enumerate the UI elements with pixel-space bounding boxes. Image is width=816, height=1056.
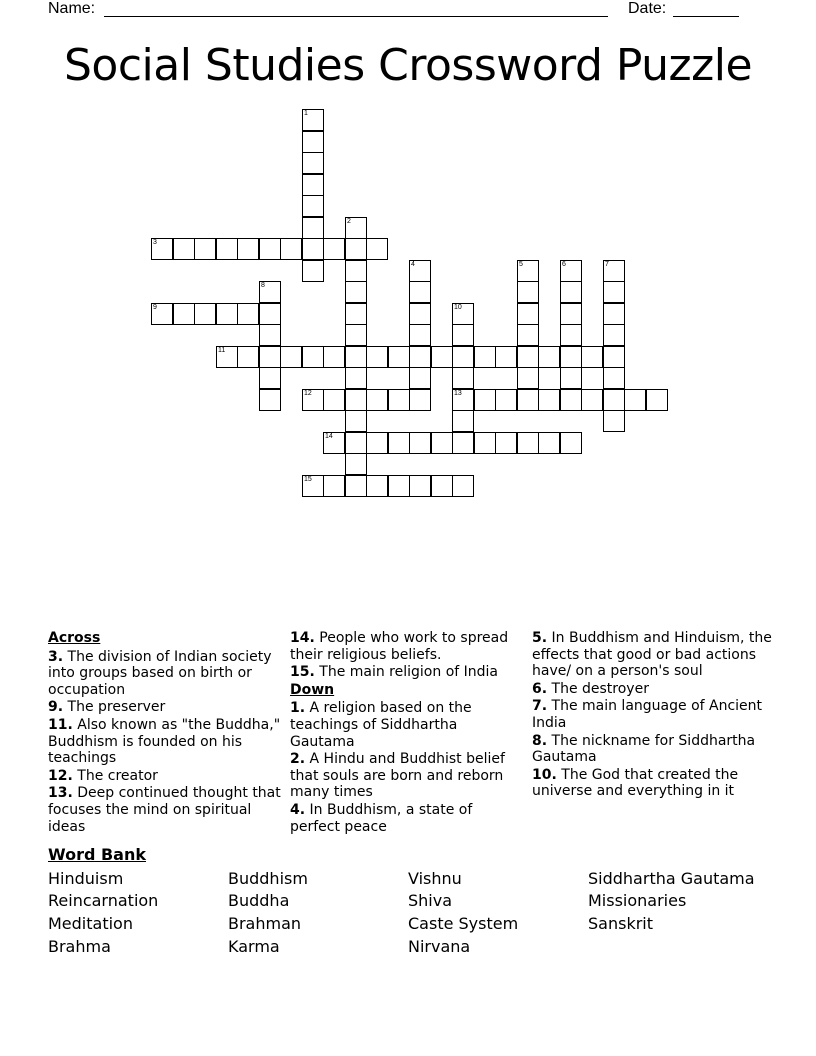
word-bank-item: Buddhism <box>228 869 308 888</box>
grid-cell[interactable] <box>495 346 517 368</box>
grid-cell[interactable] <box>323 346 345 368</box>
grid-cell[interactable] <box>517 346 539 368</box>
grid-cell[interactable] <box>603 324 625 346</box>
grid-cell[interactable] <box>495 432 517 454</box>
grid-cell[interactable] <box>452 389 474 411</box>
grid-cell[interactable] <box>560 303 582 325</box>
cell-number: 2 <box>347 218 351 225</box>
word-bank-item: Brahma <box>48 937 111 956</box>
page-title: Social Studies Crossword Puzzle <box>63 40 753 91</box>
clue-down-8: 8. The nickname for Siddhartha Gautama <box>532 732 756 766</box>
grid-cell[interactable] <box>560 281 582 303</box>
grid-cell[interactable] <box>345 260 367 282</box>
grid-cell[interactable] <box>452 367 474 389</box>
grid-cell[interactable] <box>409 475 431 497</box>
grid-cell[interactable] <box>173 303 195 325</box>
word-bank-item: Meditation <box>48 914 133 933</box>
grid-cell[interactable] <box>302 174 324 196</box>
grid-cell[interactable] <box>345 453 367 475</box>
cell-number: 14 <box>325 433 333 440</box>
grid-cell[interactable] <box>409 281 431 303</box>
grid-cell[interactable] <box>452 432 474 454</box>
grid-cell[interactable] <box>302 217 324 239</box>
grid-cell[interactable] <box>560 346 582 368</box>
clue-across-9: 9. The preserver <box>48 699 166 716</box>
grid-cell[interactable] <box>409 260 431 282</box>
clue-down-5: 5. In Buddhism and Hinduism, the effects that good or bad actions have/ on a person's soul <box>532 630 772 680</box>
grid-cell[interactable] <box>194 238 216 260</box>
grid-cell[interactable] <box>388 432 410 454</box>
clue-across-11: 11. Also known as "the Buddha," Buddhism is founded on his teachings <box>48 716 281 767</box>
grid-cell[interactable] <box>259 389 281 411</box>
clue-down-4: 4. In Buddhism, a state of perfect peace <box>290 801 473 835</box>
word-bank-item: Brahman <box>228 914 302 933</box>
grid-cell[interactable] <box>323 389 345 411</box>
grid-cell[interactable] <box>216 303 238 325</box>
word-bank-item: Buddha <box>228 891 290 910</box>
clue-down-6: 6. The destroyer <box>532 680 649 697</box>
grid-cell[interactable] <box>431 346 453 368</box>
grid-cell[interactable] <box>409 432 431 454</box>
word-bank-item: Nirvana <box>408 937 471 956</box>
grid-cell[interactable] <box>302 195 324 217</box>
grid-cell[interactable] <box>302 131 324 153</box>
grid-cell[interactable] <box>366 432 388 454</box>
grid-cell[interactable] <box>345 303 367 325</box>
grid-cell[interactable] <box>538 432 560 454</box>
grid-cell[interactable] <box>409 367 431 389</box>
grid-cell[interactable] <box>345 346 367 368</box>
grid-cell[interactable] <box>474 432 496 454</box>
grid-cell[interactable] <box>302 260 324 282</box>
grid-cell[interactable] <box>560 389 582 411</box>
grid-cell[interactable] <box>409 303 431 325</box>
grid-cell[interactable] <box>151 303 173 325</box>
clues-column-3 <box>532 630 772 801</box>
grid-cell[interactable] <box>409 389 431 411</box>
name-label: Name: <box>48 0 96 17</box>
word-bank-heading: Word Bank <box>48 845 147 864</box>
cell-number: 4 <box>411 261 415 268</box>
grid-cell[interactable] <box>517 303 539 325</box>
grid-cell[interactable] <box>345 389 367 411</box>
grid-cell[interactable] <box>603 260 625 282</box>
word-bank-item: Reincarnation <box>48 891 159 910</box>
grid-cell[interactable] <box>538 389 560 411</box>
clue-across-12: 12. The creator <box>48 767 158 784</box>
clue-across-15: 15. The main religion of India <box>290 664 498 681</box>
grid-cell[interactable] <box>409 346 431 368</box>
grid-cell[interactable] <box>194 303 216 325</box>
grid-cell[interactable] <box>151 238 173 260</box>
cell-number: 5 <box>519 261 523 268</box>
grid-cell[interactable] <box>624 389 646 411</box>
grid-cell[interactable] <box>452 303 474 325</box>
word-bank-item: Karma <box>228 937 280 956</box>
grid-cell[interactable] <box>259 303 281 325</box>
cell-number: 6 <box>562 261 566 268</box>
grid-cell[interactable] <box>388 475 410 497</box>
grid-cell[interactable] <box>366 475 388 497</box>
grid-cell[interactable] <box>302 475 324 497</box>
grid-cell[interactable] <box>560 260 582 282</box>
word-bank-item: Caste System <box>408 914 519 933</box>
cell-number: 9 <box>153 304 157 311</box>
cell-number: 7 <box>605 261 609 268</box>
cell-number: 11 <box>218 347 226 354</box>
word-bank-item: Siddhartha Gautama <box>588 869 755 888</box>
grid-cell[interactable] <box>259 346 281 368</box>
clue-down-7: 7. The main language of Ancient India <box>532 698 763 731</box>
cell-number: 8 <box>261 282 265 289</box>
grid-cell[interactable] <box>302 389 324 411</box>
grid-cell[interactable] <box>259 367 281 389</box>
grid-cell[interactable] <box>259 281 281 303</box>
grid-cell[interactable] <box>603 389 625 411</box>
grid-cell[interactable] <box>581 389 603 411</box>
grid-cell[interactable] <box>452 324 474 346</box>
cell-number: 12 <box>304 390 312 397</box>
grid-cell[interactable] <box>560 324 582 346</box>
grid-cell[interactable] <box>517 260 539 282</box>
grid-cell[interactable] <box>431 475 453 497</box>
grid-cell[interactable] <box>302 152 324 174</box>
grid-cell[interactable] <box>409 324 431 346</box>
date-label: Date: <box>628 0 667 17</box>
grid-cell[interactable] <box>538 346 560 368</box>
clue-across-3: 3. The division of Indian society into groups based on birth or occupation <box>48 648 272 698</box>
grid-cell[interactable] <box>452 475 474 497</box>
grid-cell[interactable] <box>517 324 539 346</box>
grid-cell[interactable] <box>388 389 410 411</box>
grid-cell[interactable] <box>216 346 238 368</box>
grid-cell[interactable] <box>581 346 603 368</box>
grid-cell[interactable] <box>345 367 367 389</box>
grid-cell[interactable] <box>517 367 539 389</box>
clue-down-2: 2. A Hindu and Buddhist belief that souls are born and reborn many times <box>290 751 505 801</box>
grid-cell[interactable] <box>323 432 345 454</box>
grid-cell[interactable] <box>495 389 517 411</box>
grid-cell[interactable] <box>517 389 539 411</box>
word-bank-item: Hinduism <box>48 869 124 888</box>
clue-across-13: 13. Deep continued thought that focuses the mind on spiritual ideas <box>48 785 281 835</box>
word-bank-item: Vishnu <box>408 869 462 888</box>
grid-cell[interactable] <box>345 432 367 454</box>
word-bank-item: Shiva <box>408 891 453 910</box>
clue-down-10: 10. The God that created the universe and everything in it <box>532 766 739 800</box>
cell-number: 1 <box>304 110 308 117</box>
clue-across-14: 14. People who work to spread their religious beliefs. <box>290 630 509 663</box>
grid-cell[interactable] <box>517 432 539 454</box>
grid-cell[interactable] <box>280 238 302 260</box>
grid-cell[interactable] <box>366 238 388 260</box>
grid-cell[interactable] <box>345 217 367 239</box>
grid-cell[interactable] <box>646 389 668 411</box>
word-bank-item: Sanskrit <box>588 914 653 933</box>
cell-number: 10 <box>454 304 462 311</box>
grid-cell[interactable] <box>237 238 259 260</box>
grid-cell[interactable] <box>366 346 388 368</box>
grid-cell[interactable] <box>474 346 496 368</box>
across-heading: Across <box>48 630 101 646</box>
grid-cell[interactable] <box>237 346 259 368</box>
clues-column-2 <box>290 630 526 836</box>
grid-cell[interactable] <box>259 238 281 260</box>
grid-cell[interactable] <box>216 238 238 260</box>
grid-cell[interactable] <box>173 238 195 260</box>
grid-cell[interactable] <box>323 238 345 260</box>
grid-cell[interactable] <box>474 389 496 411</box>
grid-cell[interactable] <box>259 324 281 346</box>
grid-cell[interactable] <box>560 367 582 389</box>
grid-cell[interactable] <box>431 432 453 454</box>
grid-cell[interactable] <box>560 432 582 454</box>
grid-cell[interactable] <box>237 303 259 325</box>
grid-cell[interactable] <box>388 346 410 368</box>
grid-cell[interactable] <box>603 346 625 368</box>
grid-cell[interactable] <box>345 475 367 497</box>
cell-number: 15 <box>304 476 312 483</box>
grid-cell[interactable] <box>345 410 367 432</box>
grid-cell[interactable] <box>302 238 324 260</box>
grid-cell[interactable] <box>323 475 345 497</box>
grid-cell[interactable] <box>280 346 302 368</box>
grid-cell[interactable] <box>603 303 625 325</box>
grid-cell[interactable] <box>603 367 625 389</box>
grid-cell[interactable] <box>603 410 625 432</box>
grid-cell[interactable] <box>302 346 324 368</box>
grid-cell[interactable] <box>366 389 388 411</box>
cell-number: 3 <box>153 239 157 246</box>
grid-cell[interactable] <box>603 281 625 303</box>
grid-cell[interactable] <box>345 281 367 303</box>
clues-column-1 <box>48 630 284 836</box>
grid-cell[interactable] <box>345 324 367 346</box>
grid-cell[interactable] <box>452 346 474 368</box>
down-heading: Down <box>290 681 335 698</box>
grid-cell[interactable] <box>345 238 367 260</box>
cell-number: 13 <box>454 390 462 397</box>
crossword-grid <box>0 0 816 520</box>
grid-cell[interactable] <box>302 109 324 131</box>
grid-cell[interactable] <box>517 281 539 303</box>
clue-down-1: 1. A religion based on the teachings of Siddhartha Gautama <box>290 700 472 750</box>
grid-cell[interactable] <box>452 410 474 432</box>
word-bank-item: Missionaries <box>588 891 687 910</box>
